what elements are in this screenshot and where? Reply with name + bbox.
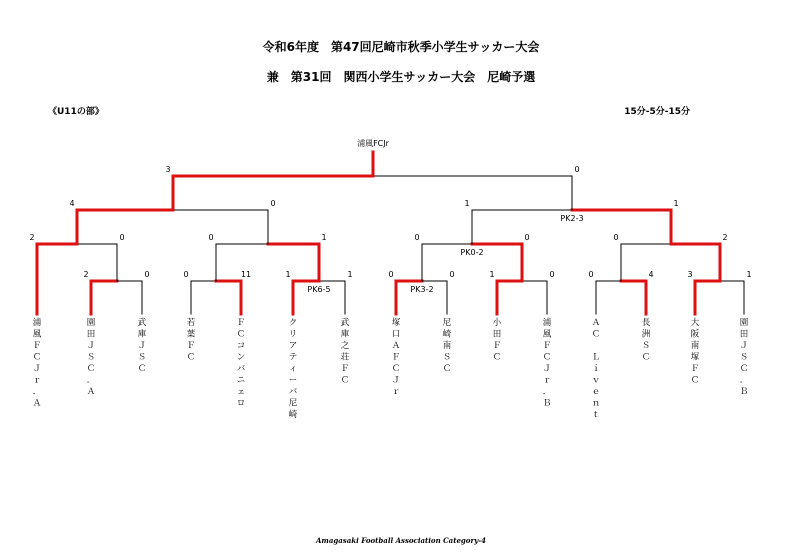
score-label: 1 — [464, 199, 470, 208]
score-label: 0 — [588, 270, 594, 279]
score-label: 0 — [208, 233, 214, 242]
score-label: 1 — [673, 199, 679, 208]
team-name-9 — [441, 316, 453, 376]
team-name-6 — [287, 316, 299, 422]
tournament-subtitle: 兼 第31回 関西小学生サッカー大会 尼崎予選 — [266, 70, 536, 84]
match-format: 15分-5分-15分 — [624, 107, 690, 117]
score-label: 0 — [144, 270, 150, 279]
team-name-5 — [235, 316, 247, 410]
score-label: 4 — [69, 199, 75, 208]
team-name-3 — [136, 316, 148, 376]
pk-result: PK6-5 — [307, 285, 331, 294]
score-label: 1 — [489, 270, 495, 279]
score-label: 0 — [449, 270, 455, 279]
score-label: 1 — [321, 233, 327, 242]
pk-result: PK3-2 — [410, 285, 434, 294]
score-label: 2 — [83, 270, 89, 279]
team-name-4 — [185, 316, 197, 364]
score-label: 0 — [574, 165, 580, 174]
score-label: 0 — [613, 233, 619, 242]
team-name-11 — [541, 316, 553, 410]
team-name-1 — [31, 316, 43, 410]
score-label: 0 — [119, 233, 125, 242]
team-name-8 — [390, 316, 402, 399]
team-name-14 — [689, 316, 701, 387]
pk-result: PK2-3 — [560, 214, 584, 223]
score-label: 2 — [29, 233, 35, 242]
champion-name: 浦風FCJr — [357, 139, 389, 148]
team-name-15 — [738, 316, 750, 399]
team-name-13 — [640, 316, 652, 364]
score-label: 1 — [746, 270, 752, 279]
score-label: 0 — [388, 270, 394, 279]
score-label: 0 — [270, 199, 276, 208]
score-label: 0 — [524, 233, 530, 242]
team-name-7 — [339, 316, 351, 387]
team-name-10 — [491, 316, 503, 364]
score-label: 3 — [165, 165, 171, 174]
score-label: 0 — [549, 270, 555, 279]
score-label: 0 — [414, 233, 420, 242]
footer-credit: Amagasaki Football Association Category-4 — [316, 536, 486, 545]
team-name-12 — [590, 316, 602, 422]
category-label: 《U11の部》 — [48, 107, 104, 117]
score-label: 4 — [648, 270, 654, 279]
score-label: 11 — [240, 270, 252, 279]
pk-result: PK0-2 — [460, 248, 484, 257]
score-label: 1 — [347, 270, 353, 279]
team-name-2 — [85, 316, 97, 399]
score-label: 2 — [722, 233, 728, 242]
score-label: 1 — [285, 270, 291, 279]
tournament-title: 令和6年度 第47回尼崎市秋季小学生サッカー大会 — [262, 40, 540, 54]
score-label: 3 — [687, 270, 693, 279]
score-label: 0 — [183, 270, 189, 279]
